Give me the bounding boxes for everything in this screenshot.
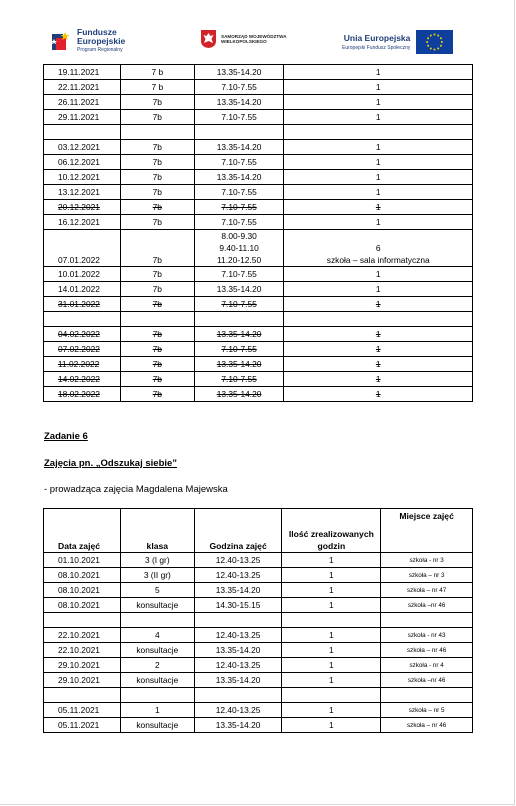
empty-cell (120, 613, 194, 628)
table-row (44, 628, 473, 643)
cell-klasa (120, 80, 194, 95)
table-gap-row (44, 125, 473, 140)
struck-text: 7b (152, 343, 162, 354)
cell-date (44, 80, 121, 95)
empty-cell (381, 688, 473, 703)
cell-text: 7 b (151, 66, 164, 77)
header-miejsce: Miejsce zajęć (381, 509, 473, 553)
cell-date: 29.10.2021 (44, 658, 121, 673)
wielkopolska-logo (201, 30, 287, 48)
fe-logo-line2: Europejskie (77, 36, 126, 46)
cell-text: 7 b (151, 81, 164, 92)
cell-ilosc (284, 95, 473, 110)
struck-text: 1 (375, 343, 381, 354)
cell-godz: 13.35-14.20 (194, 718, 282, 733)
cell-godz (194, 140, 284, 155)
struck-text: 1 (375, 298, 381, 309)
cell-klasa (120, 140, 194, 155)
cell-ilosc (284, 170, 473, 185)
cell-text: 7.10-7.55 (221, 186, 257, 197)
table-row (44, 267, 473, 282)
table-row (44, 357, 473, 372)
cell-godz (194, 80, 284, 95)
header-klasa: klasa (120, 509, 194, 553)
cell-date: 05.11.2021 (44, 703, 121, 718)
struck-text: 7b (152, 298, 162, 309)
cell-godz (194, 297, 284, 312)
table-row (44, 703, 473, 718)
empty-cell (44, 688, 121, 703)
schedule-table-1 (43, 64, 473, 402)
table-row (44, 583, 473, 598)
table-row (44, 200, 473, 215)
table-row (44, 110, 473, 125)
cell-date: 01.10.2021 (44, 553, 121, 568)
cell-klasa: 3 (II gr) (120, 568, 194, 583)
cell-ilosc (284, 155, 473, 170)
cell-ilosc (284, 267, 473, 282)
cell-klasa (120, 282, 194, 297)
cell-klasa (120, 297, 194, 312)
table-row (44, 372, 473, 387)
struck-text: 7.10-7.55 (221, 343, 257, 354)
struck-text: 13.35-14.20 (216, 388, 262, 399)
cell-text: 1 (375, 156, 381, 167)
cell-date (44, 267, 121, 282)
struck-text: 7b (152, 388, 162, 399)
cell-text: 14.01.2022 (58, 283, 100, 294)
struck-text: 7.10-7.55 (221, 201, 257, 212)
cell-klasa: konsultacje (120, 673, 194, 688)
cell-text: 1 (375, 171, 381, 182)
unia-europejska-logo (342, 30, 453, 54)
struck-text: 7.10-7.55 (221, 298, 257, 309)
cell-text: 7.10-7.55 (221, 81, 257, 92)
cell-godz (194, 170, 284, 185)
cell-klasa (120, 327, 194, 342)
cell-godz (194, 372, 284, 387)
struck-text: 7b (152, 358, 162, 369)
table-row (44, 80, 473, 95)
cell-godz: 12.40-13.25 (194, 553, 282, 568)
empty-cell (44, 613, 121, 628)
cell-klasa: 7b (120, 230, 194, 267)
cell-klasa (120, 267, 194, 282)
cell-klasa: 4 (120, 628, 194, 643)
ue-logo-line2: Europejski Fundusz Społeczny (342, 45, 411, 51)
cell-text: 7b (152, 96, 162, 107)
cell-klasa (120, 200, 194, 215)
cell-text: 10.12.2021 (58, 171, 100, 182)
table2-header-row (44, 509, 473, 553)
cell-godzina (194, 230, 284, 267)
cell-klasa: konsultacje (120, 643, 194, 658)
cell-text: 7b (152, 141, 162, 152)
time-line: 11.20-12.50 (217, 255, 262, 265)
empty-cell (282, 688, 381, 703)
cell-ilosc: 1 (282, 628, 381, 643)
cell-text: 13.35-14.20 (216, 141, 262, 152)
cell-ilosc: 1 (282, 673, 381, 688)
struck-text: 1 (375, 388, 381, 399)
table-row (44, 658, 473, 673)
table-row (44, 65, 473, 80)
cell-miejsce: szkoła – nr 3 (381, 568, 473, 583)
table-row (44, 215, 473, 230)
header-ilosc: Ilość zrealizowanych godzin (282, 509, 381, 553)
cell-miejsce: szkoła - nr 3 (381, 553, 473, 568)
cell-ilosc (284, 200, 473, 215)
fe-logo-line3: Program Regionalny (77, 47, 123, 53)
table-row (44, 297, 473, 312)
fundusze-europejskie-logo (52, 28, 125, 55)
table-row (44, 718, 473, 733)
cell-text: 13.35-14.20 (216, 171, 262, 182)
cell-klasa (120, 357, 194, 372)
cell-ilosc: 1 (282, 553, 381, 568)
cell-ilosc: 1 (282, 568, 381, 583)
cell-date (44, 357, 121, 372)
header-godzina: Godzina zajęć (194, 509, 282, 553)
struck-text: 1 (375, 328, 381, 339)
cell-ilosc: 1 (282, 658, 381, 673)
cell-text: 7b (152, 156, 162, 167)
cell-text: 1 (375, 216, 381, 227)
cell-text: 1 (375, 268, 381, 279)
cell-text: 7b (152, 111, 162, 122)
leader-note: - prowadząca zajęcia Magdalena Majewska (44, 484, 228, 495)
cell-ilosc (284, 327, 473, 342)
cell-ilosc: 1 (282, 583, 381, 598)
empty-cell (284, 312, 473, 327)
cell-miejsce: szkoła –nr 46 (381, 673, 473, 688)
table-row (44, 342, 473, 357)
cell-miejsce: szkoła –nr 46 (381, 598, 473, 613)
cell-date (44, 155, 121, 170)
struck-text: 1 (375, 358, 381, 369)
struck-text: 7b (152, 328, 162, 339)
cell-godz: 12.40-13.25 (194, 658, 282, 673)
cell-text: 1 (375, 141, 381, 152)
fe-star-icon (52, 32, 72, 52)
cell-ilosc (284, 215, 473, 230)
cell-miejsce: szkoła - nr 4 (381, 658, 473, 673)
cell-date (44, 95, 121, 110)
cell-klasa (120, 372, 194, 387)
cell-ilosc (284, 372, 473, 387)
empty-cell (282, 613, 381, 628)
table-row (44, 643, 473, 658)
empty-cell (44, 312, 121, 327)
cell-godz (194, 95, 284, 110)
table-gap-row (44, 312, 473, 327)
struck-text: 14.02.2022 (58, 373, 100, 384)
cell-text: 7b (152, 186, 162, 197)
empty-cell (194, 125, 284, 140)
table-row (44, 673, 473, 688)
cell-godz (194, 342, 284, 357)
cell-date (44, 185, 121, 200)
wlk-logo-line1: SAMORZĄD WOJEWÓDZTWA (221, 33, 287, 39)
cell-klasa (120, 185, 194, 200)
struck-text: 1 (375, 373, 381, 384)
table-row (44, 598, 473, 613)
cell-ilosc (284, 357, 473, 372)
cell-godz: 12.40-13.25 (194, 703, 282, 718)
cell-text: 7b (152, 283, 162, 294)
cell-text: 29.11.2021 (58, 111, 100, 122)
cell-text: 16.12.2021 (58, 216, 100, 227)
struck-text: 20.12.2021 (58, 201, 100, 212)
struck-text: 11.02.2022 (58, 358, 100, 369)
cell-ilosc (284, 110, 473, 125)
cell-ilosc: 1 (282, 643, 381, 658)
empty-cell (194, 312, 284, 327)
cell-ilosc (284, 297, 473, 312)
cell-godz (194, 65, 284, 80)
cell-text: 1 (375, 96, 381, 107)
cell-miejsce: szkoła – nr 5 (381, 703, 473, 718)
fe-logo-line1: Fundusze (77, 27, 117, 37)
cell-godz: 13.35-14.20 (194, 643, 282, 658)
cell-date (44, 215, 121, 230)
cell-ilosc (284, 230, 473, 267)
cell-klasa (120, 95, 194, 110)
cell-text: 1 (375, 81, 381, 92)
cell-ilosc (284, 342, 473, 357)
cell-text: 06.12.2021 (58, 156, 100, 167)
cell-text: 22.11.2021 (58, 81, 100, 92)
table-row (44, 230, 473, 267)
time-line: 8.00-9.30 (221, 231, 257, 241)
cell-miejsce: szkoła – nr 46 (381, 718, 473, 733)
empty-cell (194, 613, 282, 628)
cell-text: 7b (152, 268, 162, 279)
table-row (44, 155, 473, 170)
cell-date (44, 170, 121, 185)
cell-date: 22.10.2021 (44, 628, 121, 643)
empty-cell (120, 125, 194, 140)
cell-godz: 14.30-15.15 (194, 598, 282, 613)
cell-text: 13.35-14.20 (216, 96, 262, 107)
cell-godz (194, 185, 284, 200)
cell-miejsce: szkoła – nr 46 (381, 643, 473, 658)
table-row (44, 170, 473, 185)
struck-text: 18.02.2022 (58, 388, 100, 399)
cell-text: 7.10-7.55 (221, 216, 257, 227)
cell-date (44, 297, 121, 312)
struck-text: 13.35-14.20 (216, 328, 262, 339)
struck-text: 31.01.2022 (58, 298, 100, 309)
ilosc-line: 6 (375, 243, 381, 253)
cell-godz (194, 267, 284, 282)
cell-ilosc: 1 (282, 703, 381, 718)
cell-klasa (120, 215, 194, 230)
struck-text: 1 (375, 201, 381, 212)
cell-text: 1 (375, 283, 381, 294)
ue-logo-line1: Unia Europejska (343, 33, 411, 43)
cell-text: 7b (152, 216, 162, 227)
cell-godz (194, 327, 284, 342)
empty-cell (381, 613, 473, 628)
header-date: Data zajęć (44, 509, 121, 553)
table-row (44, 282, 473, 297)
cell-miejsce: szkoła - nr 43 (381, 628, 473, 643)
table-row (44, 327, 473, 342)
struck-text: 04.02.2022 (58, 328, 100, 339)
empty-cell (194, 688, 282, 703)
table-row (44, 387, 473, 402)
schedule-table-2 (43, 508, 473, 733)
cell-ilosc: 1 (282, 598, 381, 613)
cell-ilosc (284, 65, 473, 80)
cell-klasa: konsultacje (120, 718, 194, 733)
eagle-crest-icon (201, 30, 216, 48)
cell-klasa (120, 170, 194, 185)
cell-date: 08.10.2021 (44, 568, 121, 583)
cell-ilosc (284, 387, 473, 402)
cell-text: 7.10-7.55 (221, 111, 257, 122)
table-gap-row (44, 688, 473, 703)
section-heading: Zadanie 6 (44, 431, 88, 442)
cell-date (44, 342, 121, 357)
cell-text: 7.10-7.55 (221, 156, 257, 167)
cell-godz: 12.40-13.25 (194, 568, 282, 583)
table-row (44, 140, 473, 155)
table-row (44, 95, 473, 110)
cell-ilosc (284, 282, 473, 297)
cell-text: 1 (375, 111, 381, 122)
cell-text: 13.12.2021 (58, 186, 100, 197)
wlk-logo-line2: WIELKOPOLSKIEGO (221, 39, 267, 44)
cell-ilosc (284, 140, 473, 155)
cell-date: 08.10.2021 (44, 583, 121, 598)
cell-text: 7b (152, 171, 162, 182)
cell-date: 29.10.2021 (44, 673, 121, 688)
table-gap-row (44, 613, 473, 628)
cell-godz (194, 282, 284, 297)
cell-godz (194, 357, 284, 372)
cell-date: 07.01.2022 (44, 230, 121, 267)
cell-text: 26.11.2021 (58, 96, 100, 107)
cell-date (44, 65, 121, 80)
cell-text: 19.11.2021 (58, 66, 100, 77)
cell-ilosc (284, 80, 473, 95)
eu-flag-icon (416, 30, 453, 54)
cell-klasa (120, 110, 194, 125)
empty-cell (44, 125, 121, 140)
struck-text: 13.35-14.20 (216, 358, 262, 369)
cell-klasa: 2 (120, 658, 194, 673)
cell-klasa: konsultacje (120, 598, 194, 613)
empty-cell (120, 688, 194, 703)
cell-godz (194, 200, 284, 215)
cell-godz: 13.35-14.20 (194, 583, 282, 598)
cell-text: 13.35-14.20 (216, 66, 262, 77)
empty-cell (284, 125, 473, 140)
cell-text: 03.12.2021 (58, 141, 100, 152)
time-line: 9.40-11.10 (219, 243, 259, 253)
cell-date (44, 140, 121, 155)
struck-text: 7b (152, 373, 162, 384)
table-row (44, 553, 473, 568)
cell-date (44, 200, 121, 215)
cell-date: 22.10.2021 (44, 643, 121, 658)
cell-klasa: 5 (120, 583, 194, 598)
cell-godz (194, 110, 284, 125)
struck-text: 7.10-7.55 (221, 373, 257, 384)
cell-godz: 12.40-13.25 (194, 628, 282, 643)
cell-ilosc (284, 185, 473, 200)
struck-text: 7b (152, 201, 162, 212)
cell-klasa: 3 (I gr) (120, 553, 194, 568)
cell-date (44, 387, 121, 402)
cell-klasa: 1 (120, 703, 194, 718)
cell-date (44, 327, 121, 342)
cell-text: 1 (375, 186, 381, 197)
cell-klasa (120, 65, 194, 80)
cell-date (44, 110, 121, 125)
cell-text: 7.10-7.55 (221, 268, 257, 279)
struck-text: 07.02.2022 (58, 343, 100, 354)
empty-cell (120, 312, 194, 327)
cell-miejsce: szkoła – nr 47 (381, 583, 473, 598)
cell-godz (194, 155, 284, 170)
cell-godz (194, 215, 284, 230)
cell-ilosc: 1 (282, 718, 381, 733)
cell-date (44, 282, 121, 297)
cell-date: 08.10.2021 (44, 598, 121, 613)
table-row (44, 568, 473, 583)
cell-klasa (120, 155, 194, 170)
cell-date (44, 372, 121, 387)
cell-klasa (120, 342, 194, 357)
ilosc-line: szkoła – sala informatyczna (326, 255, 430, 265)
cell-date: 05.11.2021 (44, 718, 121, 733)
section-subheading: Zajęcia pn. „Odszukaj siebie” (44, 458, 178, 469)
cell-godz (194, 387, 284, 402)
cell-text: 1 (375, 66, 381, 77)
cell-godz: 13.35-14.20 (194, 673, 282, 688)
cell-klasa (120, 387, 194, 402)
cell-text: 10.01.2022 (58, 268, 100, 279)
table-row (44, 185, 473, 200)
cell-text: 13.35-14.20 (216, 283, 262, 294)
